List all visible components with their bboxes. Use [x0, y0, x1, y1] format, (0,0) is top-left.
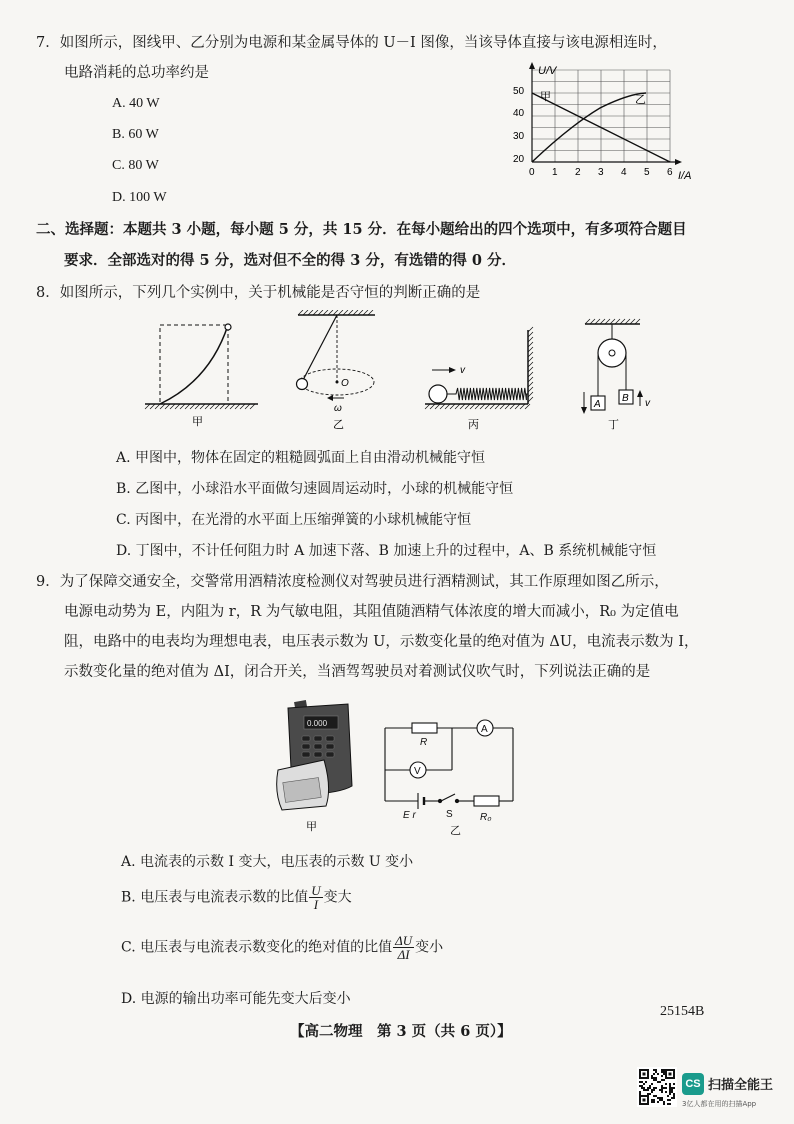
q7-stem-line2: 电路消耗的总功率约是: [64, 65, 209, 81]
scanner-logo-badge: CS: [682, 1073, 704, 1095]
curve-label-yi: 乙: [635, 94, 646, 106]
circuit-diagram: [385, 720, 513, 809]
figure-label-yi: 乙: [450, 825, 461, 837]
frac-den: I: [313, 897, 319, 912]
figure-label-jia: 甲: [306, 821, 317, 833]
section2-line2: 要求．全部选对的得 5 分，选对但不全的得 3 分，有选错的得 0 分．: [64, 252, 517, 269]
q9-option-c: [121, 934, 443, 961]
x-tick-3: 3: [598, 167, 604, 178]
q9-option-b: [121, 884, 352, 911]
q7-ui-graph: [510, 58, 695, 183]
q9-option-c-tail: 变小: [415, 939, 444, 956]
x-tick-4: 4: [621, 167, 627, 178]
ammeter-label: A: [481, 724, 488, 735]
circuit-labels: [403, 724, 491, 837]
section2-line1: 二、选择题：本题共 3 小题，每小题 5 分，共 15 分．在每小题给出的四个选项中，有多项符合题目: [36, 221, 687, 238]
qr-code: [637, 1067, 677, 1107]
frac-den: ΔI: [397, 947, 410, 962]
q7-option-d: D. 100 W: [112, 190, 167, 205]
frac-num: U: [311, 883, 321, 898]
label-a: A: [594, 399, 601, 410]
q7-option-b: B. 60 W: [112, 127, 159, 142]
scanner-subtitle: 3亿人都在用的扫描App: [682, 1100, 757, 1108]
figure-yi: [297, 310, 376, 431]
q9-stem-line3: 阻，电路中的电表均为理想电表，电压表示数为 U，示数变化量的绝对值为 ΔU，电流表示数为 I，: [64, 634, 699, 650]
q8-stem: 8．如图所示，下列几个实例中，关于机械能是否守恒的判断正确的是: [36, 285, 481, 301]
q9-option-a: A. 电流表的示数 I 变大，电压表的示数 U 变小: [121, 854, 414, 870]
q7-stem-line1: 7．如图所示，图线甲、乙分别为电源和某金属导体的 U－I 图像，当该导体直接与该电源相连时，: [36, 35, 667, 51]
figure-label-bing: 丙: [468, 419, 479, 431]
q9-option-d: D. 电源的输出功率可能先变大后变小: [121, 991, 351, 1007]
label-o: O: [341, 378, 349, 389]
x-axis-label: I/A: [678, 170, 692, 182]
label-v-bing: v: [460, 365, 465, 376]
q8-figures: [140, 310, 700, 435]
q9-option-b-text: B. 电压表与电流表示数的比值: [121, 889, 309, 906]
q9-stem-line4: 示数变化量的绝对值为 ΔI，闭合开关，当酒驾驾驶员对着测试仪吹气时，下列说法正确的是: [64, 664, 651, 680]
y-axis-label: U/V: [538, 65, 557, 77]
q8-option-b: B. 乙图中，小球沿水平面做匀速圆周运动时，小球的机械能守恒: [116, 481, 514, 497]
figure-jia: [145, 324, 258, 428]
y-tick-40: 40: [513, 108, 525, 119]
q9-option-b-tail: 变大: [323, 889, 352, 906]
breathalyzer-device: [277, 700, 352, 833]
figure-label-ding: 丁: [608, 419, 619, 431]
scanner-title: 扫描全能王: [708, 1078, 774, 1093]
voltmeter-label: V: [414, 766, 421, 777]
x-tick-0: 0: [529, 167, 535, 178]
q7-option-c: C. 80 W: [112, 158, 159, 173]
curve-label-jia: 甲: [540, 91, 551, 103]
device-display: 0.000: [307, 719, 328, 728]
page-footer: 【高二物理 第 3 页（共 6 页）】: [290, 1023, 512, 1040]
graph-grid: [532, 70, 670, 162]
x-axis-arrow: [675, 159, 682, 165]
q9-stem-line1: 9．为了保障交通安全，交警常用酒精浓度检测仪对驾驶员进行酒精测试，其工作原理如图乙所示，: [36, 574, 669, 590]
figure-label-jia: 甲: [192, 416, 203, 428]
q8-option-c: C. 丙图中，在光滑的水平面上压缩弹簧的小球机械能守恒: [116, 512, 472, 528]
q7-option-a: A. 40 W: [112, 96, 160, 111]
label-omega: ω: [334, 403, 342, 414]
frac-num: ΔU: [395, 933, 413, 948]
paper-code: 25154B: [660, 1004, 705, 1019]
y-tick-20: 20: [513, 154, 525, 165]
q9-figures: [270, 698, 520, 838]
fraction-du-over-di: [393, 934, 414, 961]
label-b: B: [622, 393, 629, 404]
fraction-u-over-i: [309, 884, 322, 911]
x-tick-6: 6: [667, 167, 673, 178]
q9-stem-line2: 电源电动势为 E，内阻为 r，R 为气敏电阻，其阻值随酒精气体浓度的增大而减小，R₀ 为定值电: [64, 604, 679, 620]
x-tick-2: 2: [575, 167, 581, 178]
q8-option-d: D. 丁图中，不计任何阻力时 A 加速下落、B 加速上升的过程中，A、B 系统机械能守恒: [116, 543, 657, 559]
x-tick-1: 1: [552, 167, 558, 178]
label-r: R: [420, 737, 428, 748]
figure-ding: [581, 319, 651, 431]
label-e-r: E r: [403, 810, 416, 821]
y-axis-arrow: [529, 62, 535, 69]
label-r0: R₀: [480, 812, 492, 823]
q8-option-a: A. 甲图中，物体在固定的粗糙圆弧面上自由滑动机械能守恒: [116, 450, 486, 466]
q9-option-c-text: C. 电压表与电流表示数变化的绝对值的比值: [121, 939, 393, 956]
label-v-ding: v: [645, 398, 650, 409]
figure-label-yi: 乙: [333, 419, 344, 431]
y-tick-30: 30: [513, 131, 525, 142]
y-tick-50: 50: [513, 86, 525, 97]
x-tick-5: 5: [644, 167, 650, 178]
label-switch: S: [446, 809, 453, 820]
figure-bing: [425, 327, 533, 431]
